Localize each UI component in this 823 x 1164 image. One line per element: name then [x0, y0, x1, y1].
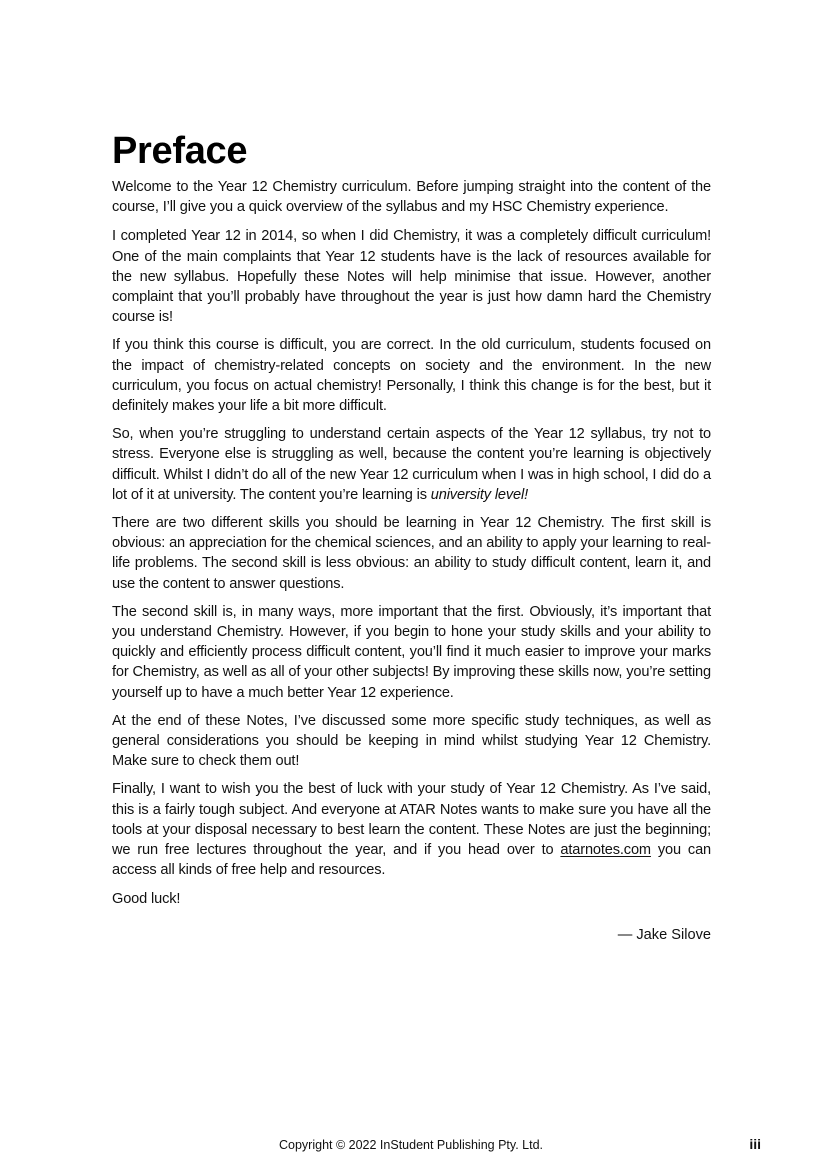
paragraph-struggling — [112, 424, 711, 505]
paragraph-finally-text: Finally, I want to wish you the best of luck with your study of Year 12 Chemistry. As I’ve said, this is a fairly tough subject. And everyone at ATAR Notes wants to make sure you have all the tools at your disposal necessary to best learn the content. These Notes are just the beginning; we run free lectures throughout the year, and if you head over to — [112, 781, 711, 859]
atarnotes-link[interactable]: atarnotes.com — [560, 842, 651, 859]
paragraph-struggling-text: So, when you’re struggling to understand certain aspects of the Year 12 syllabus, try not to stress. Everyone else is struggling as well, because the content you’re learning is objectively difficult. Whilst I didn’t do all of the new Year 12 curriculum when I was in high school, I did do a lot of it at university. The content you’re learning is — [112, 426, 711, 503]
paragraph-study-techniques: At the end of these Notes, I’ve discussed some more specific study techniques, as well as general considerations you should be keeping in mind whilst studying Year 12 Chemistry. Make sure to check them out! — [112, 712, 711, 770]
footer-copyright: Copyright © 2022 InStudent Publishing Pty. Ltd. — [279, 1138, 544, 1152]
paragraph-good-luck: Good luck! — [112, 890, 181, 907]
paragraph-second-skill: The second skill is, in many ways, more important that the first. Obviously, it’s important that you understand Chemistry. However, if you begin to hone your study skills and your ability to quickly and efficiently process difficult content, you’ll find it much easier to improve your marks for Chemistry, as well as all of your other subjects! By improving these skills now, you’re setting yourself up to have a much better Year 12 experience. — [112, 603, 711, 701]
emphasis-university-level: university level! — [430, 486, 528, 503]
preface-body — [112, 177, 711, 917]
page-number: iii — [749, 1136, 761, 1152]
paragraph-course-difficult: If you think this course is difficult, you are correct. In the old curriculum, students focused on the impact of chemistry-related concepts on society and the environment. In the new curriculum, you focus on actual chemistry! Personally, I think this change is for the best, but it definitely makes your life a bit more difficult. — [112, 337, 711, 415]
paragraph-finally-text-after: you can access all kinds of free help and resources. — [112, 842, 712, 879]
paragraph-finally — [112, 779, 711, 880]
author-signature: — Jake Silove — [617, 927, 711, 943]
page-title: Preface — [112, 130, 248, 172]
paragraph-two-skills: There are two different skills you should be learning in Year 12 Chemistry. The first skill is obvious: an appreciation for the chemical sciences, and an ability to apply your learning to real-life problems. The second skill is less obvious: an ability to study difficult content, learn it, and use the content to answer questions. — [112, 515, 711, 592]
paragraph-completed-year-12: I completed Year 12 in 2014, so when I did Chemistry, it was a completely difficult curriculum! One of the main complaints that Year 12 students have is the lack of resources available for the new syllabus. Hopefully these Notes will help minimise that issue. However, another complaint that you’ll probably have throughout the year is just how damn hard the Chemistry course is! — [112, 228, 711, 326]
paragraph-welcome: Welcome to the Year 12 Chemistry curriculum. Before jumping straight into the content of the course, I’ll give you a quick overview of the syllabus and my HSC Chemistry experience. — [112, 179, 711, 216]
